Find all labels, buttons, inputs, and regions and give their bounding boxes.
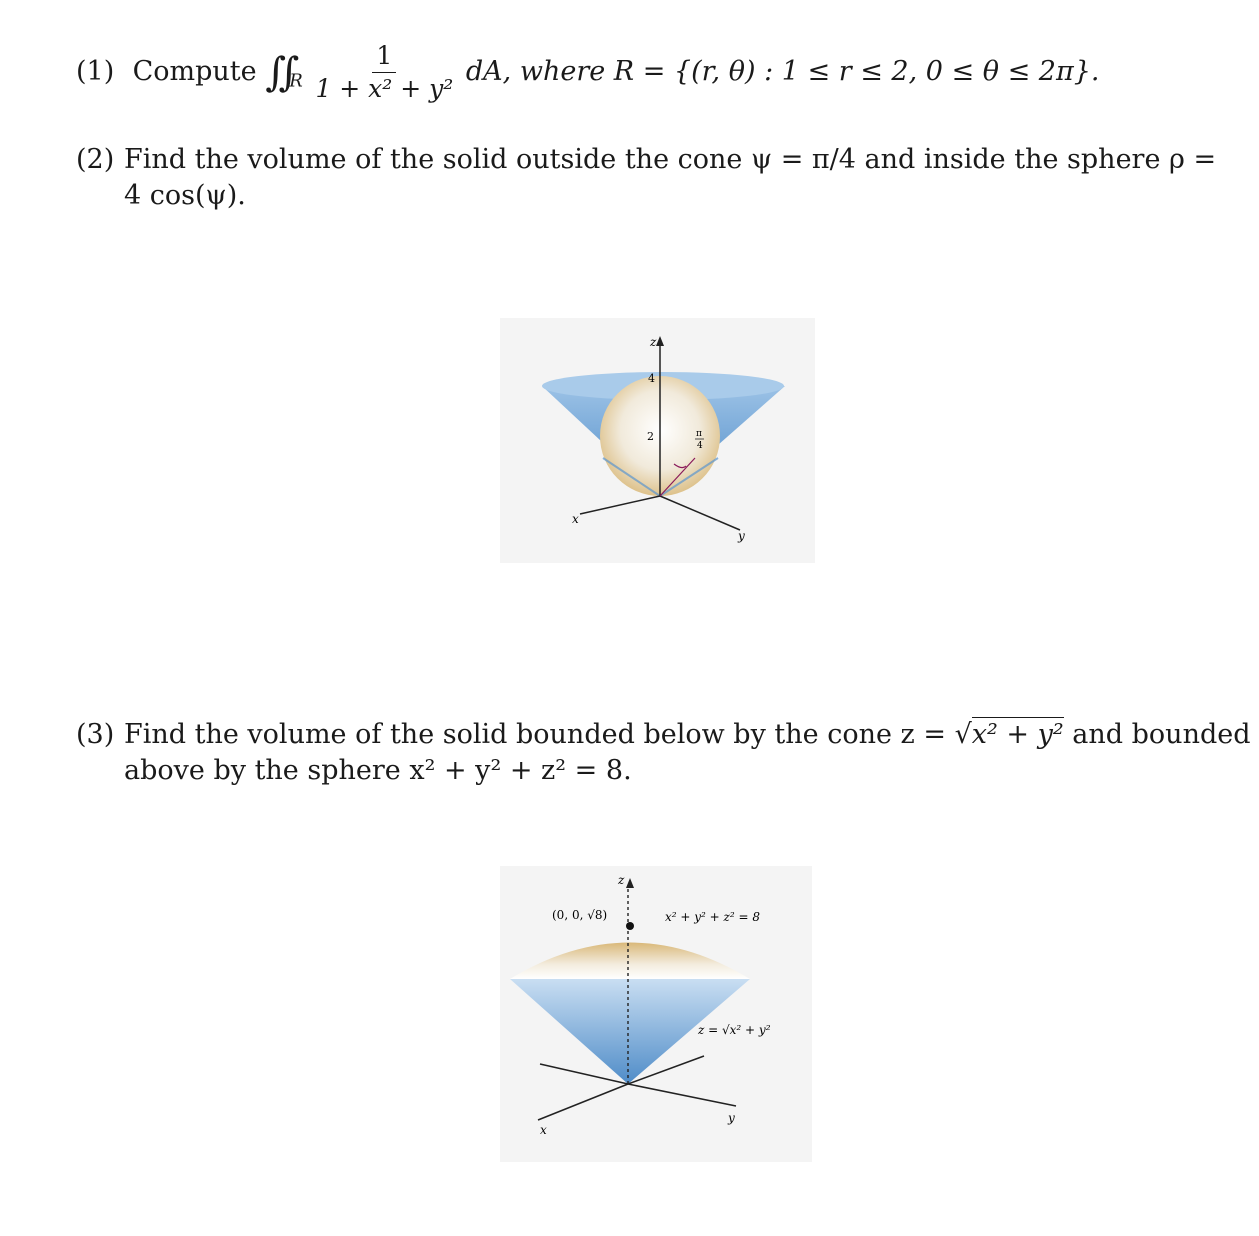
y-axis-label: y: [728, 1111, 735, 1125]
point-label: (0, 0, √8): [552, 908, 608, 922]
problem-2-text-line1: Find the volume of the solid outside the cone ψ = π/4 and inside the sphere ρ =: [124, 144, 1217, 175]
sphere-equation-label: x² + y² + z² = 8: [665, 910, 760, 924]
figure-1-svg: [500, 318, 815, 563]
sqrt-sign: √: [954, 719, 972, 750]
problem-2-number: (2): [76, 144, 115, 175]
top-point-marker: [626, 922, 634, 930]
problem-2: [76, 142, 1217, 214]
problem-2-text-line2: 4 cos(ψ).: [124, 180, 246, 211]
integral-region: R: [289, 70, 303, 92]
sqrt-radicand: x² + y²: [971, 719, 1064, 750]
z-axis-label: z: [650, 335, 657, 349]
problem-3-text-post: and bounded: [1063, 719, 1251, 750]
problem-3-number: (3): [76, 719, 115, 750]
problem-3-text-line2: above by the sphere x² + y² + z² = 8.: [124, 755, 632, 786]
angle-label-num: π: [696, 429, 702, 439]
integrand-fraction: [315, 40, 453, 105]
problem-1-region-text: dA, where R = {(r, θ) : 1 ≤ r ≤ 2, 0 ≤ θ ≤ 2π}.: [465, 56, 1100, 87]
problem-2-line1: [76, 142, 1217, 178]
x-axis-label: x: [572, 512, 579, 526]
fraction-denominator: 1 + x² + y²: [315, 74, 454, 103]
problem-1-lead: Compute: [132, 56, 257, 87]
tick-label-4: 4: [648, 372, 655, 385]
problem-1-number: (1): [76, 56, 115, 87]
problem-3: [76, 717, 1251, 789]
figure-2-svg: [500, 866, 812, 1162]
figure-cone-sphere: [500, 318, 815, 563]
cone-equation-label: z = √x² + y²: [698, 1023, 771, 1037]
x-axis-label: x: [540, 1123, 547, 1137]
angle-label-den: 4: [697, 441, 703, 451]
problem-1: [76, 40, 1099, 105]
tick-label-2: 2: [647, 430, 654, 443]
double-integral-symbol: ∬: [265, 49, 290, 96]
y-axis-label: y: [738, 529, 745, 543]
z-axis-label: z: [618, 873, 625, 887]
problem-3-line1: [76, 717, 1251, 753]
figure-ice-cream-cone: [500, 866, 812, 1162]
problem-3-text-pre: Find the volume of the solid bounded below by the cone z =: [124, 719, 955, 750]
fraction-numerator: 1: [372, 40, 396, 73]
